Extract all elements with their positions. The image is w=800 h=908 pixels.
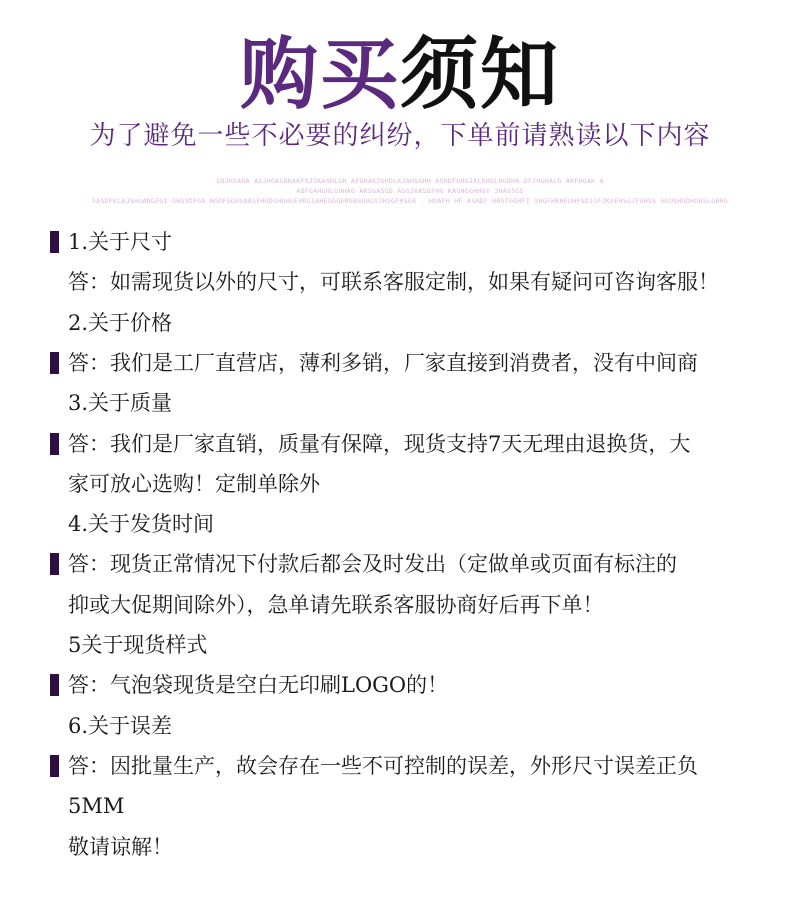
- bullet-marker: [50, 352, 59, 374]
- notice-line: 抑或大促期间除外），急单请先联系客服协商好后再下单！: [68, 592, 604, 617]
- notice-line: 答：我们是厂家直销，质量有保障，现货支持7天无理由退换货，大: [68, 431, 691, 456]
- decorative-text-line: ADFGAHGHLGHHAG AKSGASGD ASGJKASDFHG KAGHGGHHGY 3HAS5GS: [296, 187, 524, 195]
- notice-line: 5MM: [68, 794, 125, 819]
- notice-line: 答：因批量生产，故会存在一些不可控制的误差，外形尺寸误差正负: [68, 753, 698, 778]
- notice-line: 答：气泡袋现货是空白无印刷LOGO的！: [68, 673, 449, 698]
- title-highlight: 购买: [239, 30, 400, 120]
- bullet-marker: [50, 755, 59, 777]
- notice-line: 1.关于尺寸: [68, 230, 173, 254]
- notice-line: 5关于现货样式: [68, 633, 208, 657]
- decorative-text-line: SASDFKLAJSHGANGEGI GHGSDFGA NGDFGGHSAASFHGDGHGHUEHRGIAHEGGGERGBSGHGSJHSGFHSGA . HDAFH HF ASHDF HAGTGGHFI SHGFHKHEUHFSDJGFJKSEHSGJFGHSS HGUSHGDHGHSLGHHG: [91, 197, 729, 205]
- notice-line: 6.关于误差: [68, 713, 173, 738]
- decorative-text-line: SDJHSAHA ASJHGASDHAKFSJGKASHLGH AFGHAKJSHDLKJAHSGHH ASHDFGHGJALSHGLHGDHA DFJHGHALG AKFHGAK A: [216, 177, 604, 185]
- notice-line: 4.关于发货时间: [68, 512, 215, 537]
- bullet-marker: [50, 231, 59, 253]
- notice-line: 家可放心选购！定制单除外: [68, 471, 320, 496]
- bullet-marker: [50, 553, 59, 575]
- notice-line: 敬请谅解！: [68, 834, 173, 859]
- bullet-marker: [50, 433, 59, 455]
- page-title: [0, 30, 800, 120]
- notice-line: 3.关于质量: [68, 391, 173, 416]
- notice-line: 2.关于价格: [68, 310, 173, 335]
- notice-line: 答：如需现货以外的尺寸，可联系客服定制，如果有疑问可咨询客服！: [68, 270, 719, 295]
- notice-line: 答：现货正常情况下付款后都会及时发出（定做单或页面有标注的: [68, 552, 677, 577]
- bullet-marker: [50, 674, 59, 696]
- title-main: 须知: [400, 30, 561, 120]
- subtitle: 为了避免一些不必要的纠纷，下单前请熟读以下内容: [89, 121, 711, 151]
- notice-line: 答：我们是工厂直营店，薄利多销，厂家直接到消费者，没有中间商: [68, 350, 698, 375]
